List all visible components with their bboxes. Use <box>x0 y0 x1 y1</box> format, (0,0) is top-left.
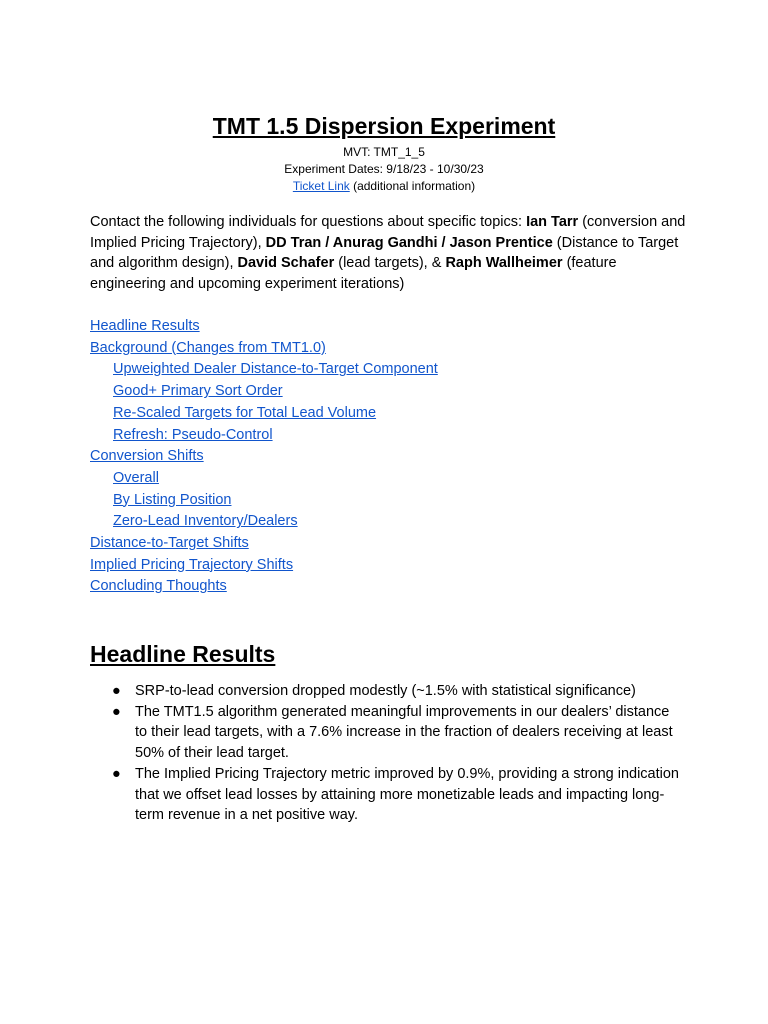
bullet-text: SRP-to-lead conversion dropped modestly (~1.5% with statistical significance) <box>135 683 636 699</box>
table-of-contents <box>90 316 690 598</box>
toc-item[interactable]: Headline Results <box>90 318 200 334</box>
bullet-item <box>90 681 680 702</box>
toc-subitem[interactable]: Upweighted Dealer Distance-to-Target Component <box>113 361 438 378</box>
toc-item[interactable]: Concluding Thoughts <box>90 578 227 595</box>
ticket-line <box>0 178 768 195</box>
contact-person: Raph Wallheimer <box>445 255 563 271</box>
toc-item[interactable]: Background (Changes from TMT1.0) <box>90 339 326 356</box>
contact-intro: Contact the following individuals for questions about specific topics: <box>90 214 527 230</box>
contact-paragraph <box>90 212 690 294</box>
contact-person: David Schafer <box>237 255 335 271</box>
toc-item[interactable]: Distance-to-Target Shifts <box>90 535 249 552</box>
experiment-dates: Experiment Dates: 9/18/23 - 10/30/23 <box>284 162 484 176</box>
headline-results-heading: Headline Results <box>90 641 276 667</box>
ticket-note: (additional information) <box>349 179 476 193</box>
toc-item[interactable]: Conversion Shifts <box>90 448 204 465</box>
toc-subitem[interactable]: Good+ Primary Sort Order <box>113 383 283 400</box>
contact-topic: (lead targets), & <box>334 255 446 271</box>
bullet-item <box>90 702 680 764</box>
bullet-dot-icon: ● <box>112 765 121 782</box>
bullet-dot-icon: ● <box>112 683 121 699</box>
headline-bullet-list <box>90 681 680 826</box>
contact-topic: (Distance to Target and algorithm design), <box>90 234 679 271</box>
bullet-item <box>90 764 680 826</box>
toc-subitem[interactable]: By Listing Position <box>113 491 232 508</box>
bullet-text: The TMT1.5 algorithm generated meaningful improvements in our dealers’ distance to their lead targets, with a 7.6% increase in the fraction of dealers receiving at least 50% of their lead target. <box>135 703 673 762</box>
document-title: TMT 1.5 Dispersion Experiment <box>212 113 556 139</box>
mvt-line: MVT: TMT_1_5 <box>343 145 425 159</box>
toc-subitem[interactable]: Re-Scaled Targets for Total Lead Volume <box>113 404 377 421</box>
bullet-dot-icon: ● <box>112 703 121 720</box>
toc-item[interactable]: Implied Pricing Trajectory Shifts <box>90 556 294 573</box>
toc-subitem[interactable]: Refresh: Pseudo-Control <box>113 426 273 443</box>
toc-subitem[interactable]: Zero-Lead Inventory/Dealers <box>113 513 298 530</box>
bullet-text: The Implied Pricing Trajectory metric improved by 0.9%, providing a strong indication that we offset lead losses by attaining more monetizable leads and impacting long-term revenue in a net positive way. <box>135 765 679 824</box>
contact-person: Ian Tarr <box>526 214 579 230</box>
contact-topic: (feature engineering and upcoming experiment iterations) <box>90 255 617 292</box>
toc-subitem[interactable]: Overall <box>113 469 159 486</box>
contact-topic: (conversion and Implied Pricing Trajectory), <box>90 214 686 251</box>
contact-person: DD Tran / Anurag Gandhi / Jason Prentice <box>265 234 553 251</box>
ticket-link[interactable]: Ticket Link <box>292 179 350 193</box>
